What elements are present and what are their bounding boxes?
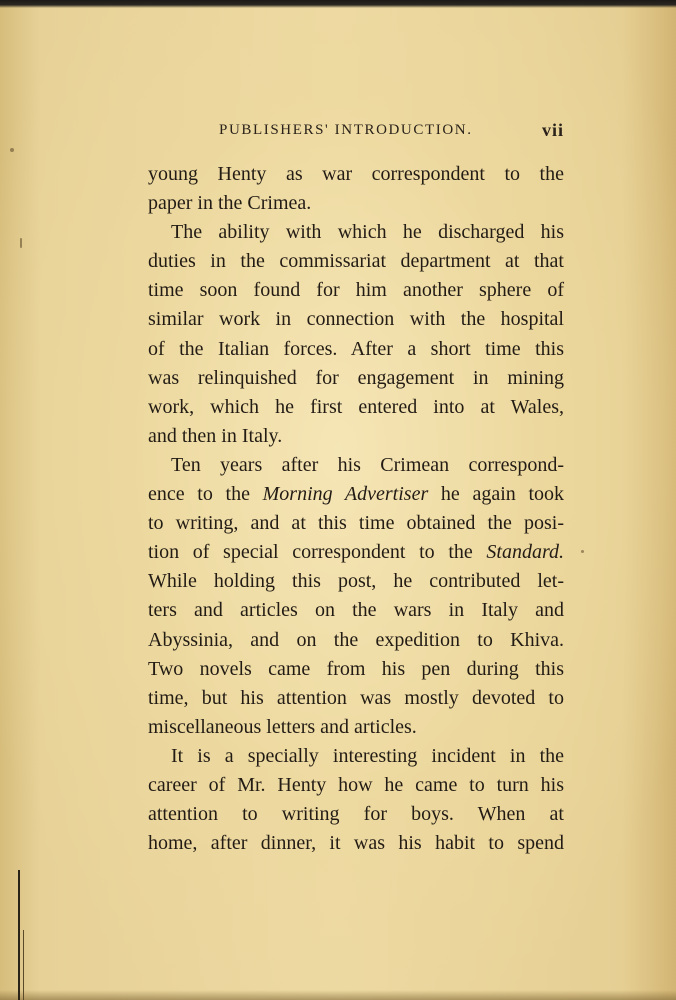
text-line: The ability with which he discharged his bbox=[171, 221, 564, 244]
text-line: of the Italian forces. After a short time this bbox=[148, 337, 564, 360]
italic-title: Standard. bbox=[486, 541, 564, 564]
text-line: and then in Italy. bbox=[148, 424, 283, 447]
text-line: similar work in connection with the hospital bbox=[148, 308, 564, 331]
running-head-title: PUBLISHERS' INTRODUCTION. bbox=[219, 122, 473, 138]
text-line: young Henty as war correspondent to the bbox=[148, 163, 564, 185]
text-line: time soon found for him another sphere of bbox=[148, 279, 564, 302]
paper-speck bbox=[20, 238, 22, 248]
text-line: Abyssinia, and on the expedition to Khiva. bbox=[148, 628, 564, 651]
text-line: time, but his attention was mostly devoted to bbox=[148, 686, 564, 709]
page-bottom-edge bbox=[0, 990, 676, 1000]
text-line: work, which he first entered into at Wales, bbox=[148, 395, 564, 418]
paper-speck bbox=[581, 550, 584, 553]
text-line: ence to the Morning Advertiser he again took bbox=[148, 483, 564, 506]
running-head bbox=[219, 122, 564, 144]
body-text bbox=[148, 160, 564, 858]
text-line: career of Mr. Henty how he came to turn his bbox=[148, 773, 564, 796]
text-line: paper in the Crimea. bbox=[148, 192, 312, 215]
text-line: tion of special correspondent to the Standard. bbox=[148, 541, 564, 564]
text-line: While holding this post, he contributed let- bbox=[148, 570, 564, 593]
text-line: It is a specially interesting incident in the bbox=[171, 744, 564, 767]
text-line: attention to writing for boys. When at bbox=[148, 803, 564, 826]
binding-line-secondary bbox=[23, 930, 24, 1000]
text-line: to writing, and at this time obtained the posi- bbox=[148, 512, 564, 535]
text-line: miscellaneous letters and articles. bbox=[148, 715, 417, 738]
text-line: Ten years after his Crimean correspond- bbox=[171, 453, 564, 476]
binding-line bbox=[18, 870, 20, 1000]
text-line: ters and articles on the wars in Italy and bbox=[148, 599, 564, 622]
text-line: home, after dinner, it was his habit to spend bbox=[148, 832, 564, 855]
text-line: was relinquished for engagement in mining bbox=[148, 366, 564, 389]
page-number: vii bbox=[541, 120, 564, 140]
text-line: Two novels came from his pen during this bbox=[148, 657, 564, 680]
page-top-edge bbox=[0, 0, 676, 8]
paper-speck bbox=[10, 148, 14, 152]
text-line: duties in the commissariat department at that bbox=[148, 250, 564, 273]
italic-title: Morning Advertiser bbox=[262, 483, 429, 506]
